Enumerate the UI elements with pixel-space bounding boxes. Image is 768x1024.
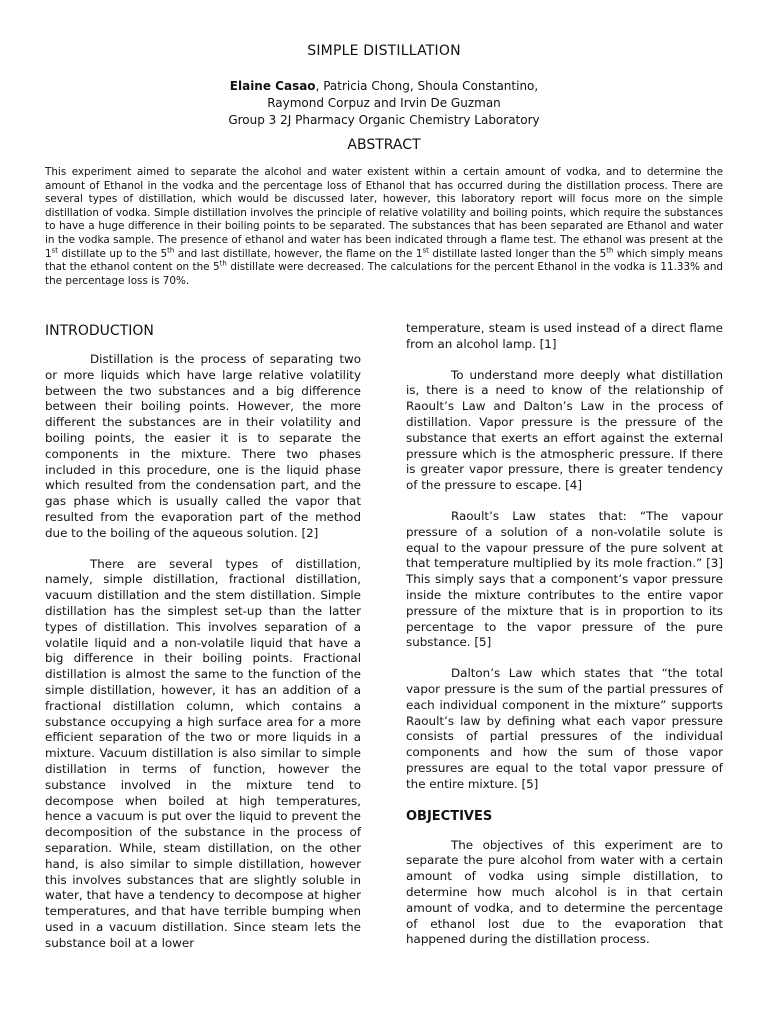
ordinal-superscript: th [606, 246, 614, 255]
left-column [45, 322, 361, 966]
intro-paragraph-5: Dalton’s Law which states that “the total vapor pressure is the sum of the partial pressures of each individual component in the mixture” supports Raoult’s law by defining what each vapor pressure consists of partial pressures of the individual components and how the sum of those vapor pressures are equal to the total vapor pressure of the entire mixture. [5] [406, 666, 723, 791]
abstract-paragraph [45, 166, 723, 288]
author-line-1 [0, 78, 768, 95]
paper-title: SIMPLE DISTILLATION [307, 43, 461, 59]
author-block [0, 78, 768, 129]
intro-paragraph-4: Raoult’s Law states that: “The vapour pressure of a solution of a non-volatile solute is equal to the vapour pressure of the pure solvent at that temperature multiplied by its mole fraction.” [3] This simply says that a component’s vapor pressure inside the mixture contributes to the entire vapor pressure of the mixture that is in proportion to its percentage to the vapor pressure of the pure substance. [5] [406, 508, 723, 650]
right-column [406, 321, 723, 963]
intro-paragraph-2: There are several types of distillation, namely, simple distillation, fractional distillation, vacuum distillation and the stem distillation. Simple distillation has the simplest set-up than the latter types of distillation. This involves separation of a volatile liquid and a non-volatile liquid that have a big difference in their boiling points. Fractional distillation is almost the same to the function of the simple distillation, however, it has an addition of a fractional distillation column, which contains a substance occupying a high surface area for a more efficient separation of the two or more liquids in a mixture. Vacuum distillation is also similar to simple distillation in terms of function, however the substance involved in the mixture tend to decompose when boiled at high temperatures, hence a vacuum is put over the liquid to prevent the decomposition of the substance in the process of separation. While, steam distillation, on the other hand, is also similar to simple distillation, however this involves substances that are slightly soluble in water, that have a tendency to decompose at higher temperatures, and that have terrible bumping when used in a vacuum distillation. Since steam lets the substance boil at a lower [45, 556, 361, 950]
objectives-paragraph: The objectives of this experiment are to separate the pure alcohol from water with a certain amount of vodka using simple distillation, to determine how much alcohol is in that certain amount of vodka, and to determine the percentage of ethanol lost due to the evaporation that happened during the distillation process. [406, 837, 723, 947]
introduction-heading: INTRODUCTION [45, 323, 154, 339]
abstract-text: distillate were decreased. The calculations for the percent Ethanol in the vodka is 11.33% and the percentage loss is 70%. [45, 261, 724, 287]
abstract-text: distillate up to the 5 [58, 247, 168, 260]
abstract-text: and last distillate, however, the flame on the 1 [174, 247, 423, 260]
intro-paragraph-1: Distillation is the process of separating two or more liquids which have large relative volatility between the two substances and a big difference between their boiling points. However, the more different the substances are in their volatility and boiling points, the easier it is to separate the components in the mixture. There two phases included in this procedure, one is the liquid phase which resulted from the condensation part, and the gas phase which is usually called the vapor that resulted from the evaporation part of the method due to the boiling of the aqueous solution. [2] [45, 352, 361, 540]
author-line-2: Raymond Corpuz and Irvin De Guzman [267, 96, 501, 110]
ordinal-superscript: st [422, 246, 429, 255]
abstract-text: distillate lasted longer than the 5 [428, 247, 607, 260]
lead-author: Elaine Casao [229, 79, 316, 93]
ordinal-superscript: st [51, 246, 59, 255]
objectives-heading: OBJECTIVES [406, 808, 493, 824]
ordinal-superscript: th [219, 259, 227, 268]
abstract-heading: ABSTRACT [347, 137, 421, 153]
abstract-text: which simply means that the ethanol content on the 5 [45, 247, 723, 274]
intro-paragraph-2-continued: temperature, steam is used instead of a direct flame from an alcohol lamp. [1] [406, 321, 723, 351]
intro-paragraph-3: To understand more deeply what distillation is, there is a need to know of the relationship of Raoult’s Law and Dalton’s Law in the process of distillation. Vapor pressure is the pressure of the substance that exerts an effort against the external pressure which is the atmospheric pressure. If there is greater vapor pressure, there is greater tendency of the pressure to escape. [4] [406, 367, 723, 493]
co-authors: , Patricia Chong, Shoula Constantino, [315, 79, 539, 93]
abstract-text: This experiment aimed to separate the alcohol and water existent within a certain amount of vodka, and to determine the amount of Ethanol in the vodka and the percentage loss of Ethanol that has occurred during the distillation process. There are several types of distillation, which would be discussed later, however, this laboratory report will focus more on the simple distillation of vodka. Simple distillation involves the principle of relative volatility and boiling points, which require the substances to have a huge difference in their boiling points to be separated. The substances that has been separated are Ethanol and water in the vodka sample. The presence of ethanol and water has been indicated through a flame test. The ethanol was present at the 1 [45, 166, 723, 260]
abstract-body [45, 166, 723, 288]
ordinal-superscript: th [167, 246, 175, 255]
affiliation: Group 3 2J Pharmacy Organic Chemistry Laboratory [228, 113, 540, 127]
